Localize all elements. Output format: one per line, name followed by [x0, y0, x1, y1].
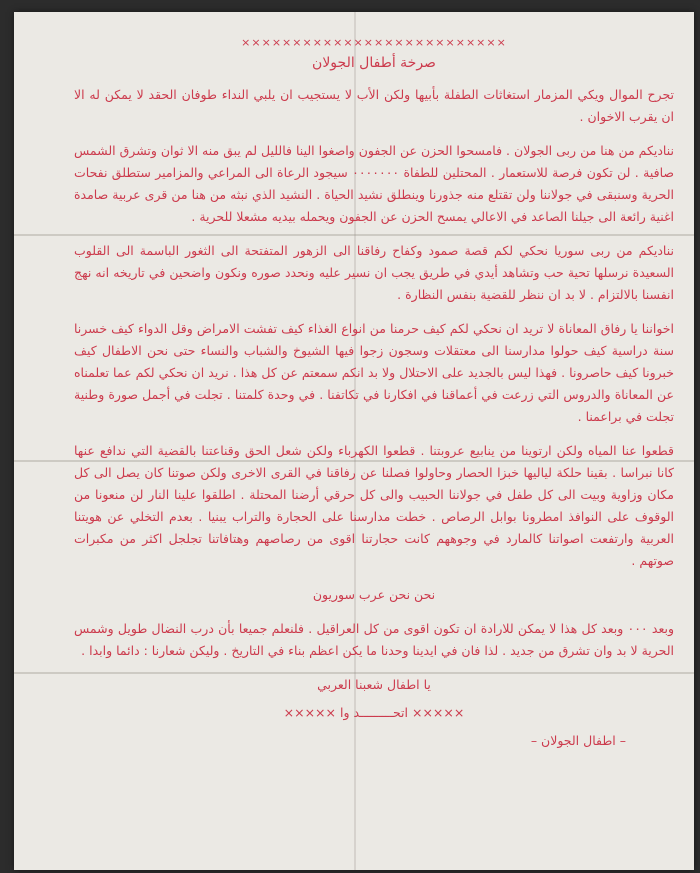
paragraph: تجرح الموال ويكي المزمار استغاثات الطفلة بأبيها ولكن الأب لا يستجيب ان يلبي النداء طوفان الحقد لا يمكن له الا ان يقرب الاخوان . [74, 87, 674, 124]
letter-body [74, 30, 674, 752]
closing-paragraph: وبعد ٠٠٠ وبعد كل هذا لا يمكن للارادة ان تكون اقوى من كل العراقيل . فلنعلم جميعا بأن درب النضال طويل وشمس الحرية لا بد وان تشرق من جديد . لذا فان في ايدينا وحدنا ما يكن اعظم بناء في التاريخ . وليكن شعارنا : دائما وابدا . [74, 621, 674, 658]
paragraph: اخواننا يا رفاق المعاناة لا تريد ان نحكي لكم كيف حرمنا من انواع الغذاء كيف تفشت الامراض وقل الدواء كيف خسرنا سنة دراسية كيف حولوا مدارسنا الى معتقلات وسجون زجوا فيها الشيوخ والشباب والنساء حتى نحن الاطفال كيف خبرونا كيف حاصرونا . فهذا ليس بالجديد على الاحتلال ولا بد انكم سمعتم عن كل هذا . نريد ان نحكي لكم عما تعلمناه عن المعاناة والدروس التي زرعت في أعماقنا في افكارنا في تكاتفنا . في وحدة كلمتنا . تجلت في أجمل صورة وطنية تجلت في براعمنا . [74, 321, 674, 424]
paragraph: نناديكم من ربى سوريا نحكي لكم قصة صمود وكفاح رفاقنا الى الزهور المتفتحة الى الثغور الباسمة الى القلوب السعيدة نرسلها تحية حب وتشاهد أيدي في طريق يجب ان نسير عليه ونحدد صوره ونكون واضحين في تاريخه انه نهج انفسنا بالالتزام . لا بد ان ننظر للقضية بنفس النظارة . [74, 243, 674, 302]
unite-line: ××××× اتحـــــــــد وا ××××× [283, 705, 465, 720]
slogan: نحن نحن عرب سوريون [312, 587, 436, 602]
call-line: يا اطفال شعبنا العربي [317, 677, 431, 692]
document-title: صرخة أطفال الجولان [312, 55, 436, 71]
paragraph: قطعوا عنا المياه ولكن ارتوينا من ينابيع عروبتنا . قطعوا الكهرباء ولكن شعل الحق وقناعتنا بالقضية التي ندافع عنها كانا نبراسا . بقينا حلكة لياليها خبزا الحصار وحاولوا فصلنا عن رفاقنا في القرى الاخرى ولكن صوتنا كان يصل الى كل مكان وزاوية وبيت الى كل طفل في جولاننا الحبيب والى كل حرقي أرضنا المحتلة . اطلقوا علينا النار لن منعونا من الوقوف على النوافذ امطرونا بوابل الرصاص . خطت مدارسنا على الحجارة والتراب يبنيا . بعدم التخلي عن هويتنا العربية وارتفعت اصواتنا كالمارد في وجوههم كانت حجارتنا اقوى من رصاصهم وهتافاتنا تجلجل اكثر من مكبرات صوتهم . [74, 443, 674, 568]
paper-sheet [14, 12, 694, 870]
header-ornament: ×××××××××××××××××××××××××× [241, 36, 507, 49]
paragraph: نناديكم من هنا من ربى الجولان . فامسحوا الحزن عن الجفون واصغوا الينا فالليل لم يبق منه الا ثوان وتشرق الشمس صافية . لن تكون فرصة للاستعمار . المحتلين للطفاة ٠٠٠٠٠٠٠ سيجود الرعاة الى المراعي والمزامير ستطلق نفحات الحرية وسنبقى في جولاننا ولن تقتلع منه جذورنا وينطلق نشيد الحياة . النشيد الذي نبثه من هنا من قرى عربية صامدة اغنية رائعة الى جيلنا الصاعد في الاعالي يمسح الحزن عن الجفون ويحمله بيديه مشعلا للحرية . [74, 143, 675, 224]
signature: – اطفال الجولان – [530, 733, 626, 748]
